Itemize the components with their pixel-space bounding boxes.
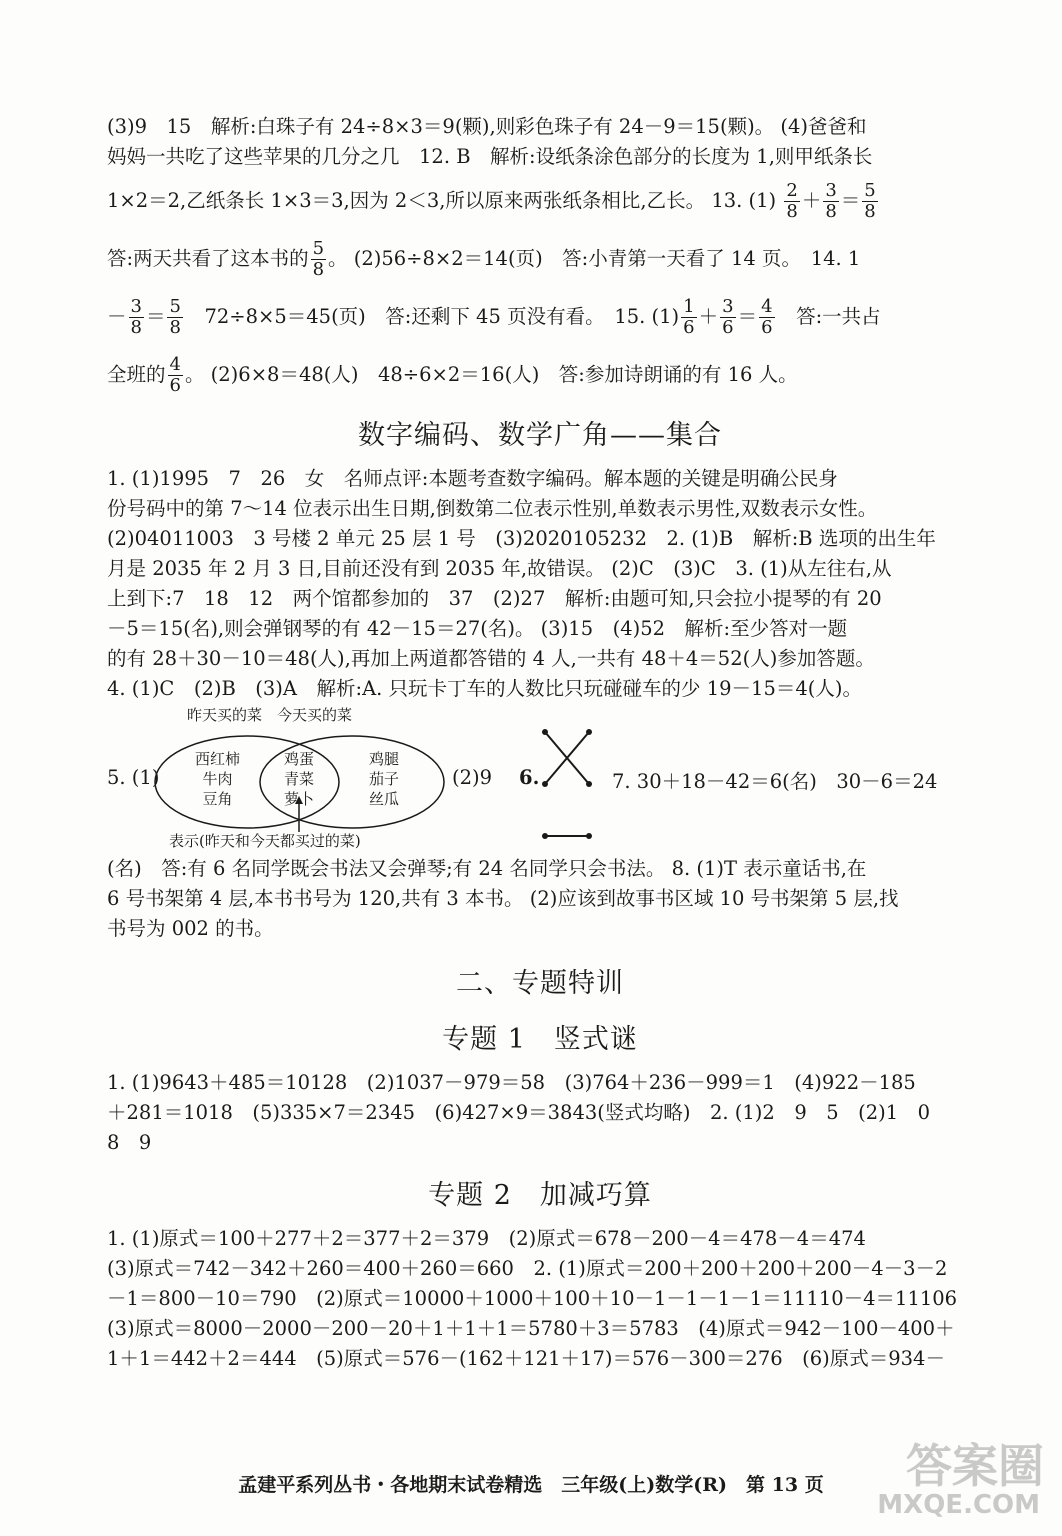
text-line: (名) 答:有 6 名同学既会书法又会弹琴;有 24 名同学只会书法。 8. (1)T 表示童话书,在 [107,857,867,880]
text-line: (3)9 15 解析:白珠子有 24÷8×3＝9(颗),则彩色珠子有 24－9＝15(颗)。 (4)爸爸和 [107,115,867,138]
fraction: $\frac{1}{6}$ [683,296,695,338]
text-line: 全班的 $\frac{4}{6}$ 。 (2)6×8＝48(人) 48÷6×2＝16(人) 答:参加诗朗诵的有 16 人。 [107,354,798,396]
text-line: (3)原式＝8000－2000－200－20＋1＋1＋1＝5780＋3＝5783 (4)原式＝942－100－400＋ [107,1317,955,1340]
fraction: $\frac{3}{8}$ [825,180,837,222]
venn-top-label: 昨天买的菜 今天买的菜 [187,706,353,724]
text-line: 1＋1＝442＋2＝444 (5)原式＝576－(162＋121＋17)＝576－300＝276 (6)原式＝934－ [107,1347,945,1370]
q5-part2: (2)9 [452,766,493,789]
text-line: ＋281＝1018 (5)335×7＝2345 (6)427×9＝3843(竖式均略) 2. (1)2 9 5 (2)1 0 [107,1101,931,1124]
matching-lines-figure [537,724,601,844]
text-line: 妈妈一共吃了这些苹果的几分之几 12. B 解析:设纸条涂色部分的长度为 1,则甲纸条长 [107,145,873,168]
text-line: －5＝15(名),则会弹钢琴的有 42－15＝27(名)。 (3)15 (4)52 解析:至少答对一题 [107,617,848,640]
text-line: 6 号书架第 4 层,本书书号为 120,共有 3 本书。 (2)应该到故事书区域 10 号书架第 5 层,找 [107,887,899,910]
q6-label: 6. [519,766,540,789]
fraction: $\frac{5}{8}$ [864,180,876,222]
text-line: 月是 2035 年 2 月 3 日,目前还没有到 2035 年,故错误。 (2)C (3)C 3. (1)从左往右,从 [107,557,892,580]
watermark-site: MXQE.COM [877,1490,1040,1520]
text-line: (2)04011003 3 号楼 2 单元 25 层 1 号 (3)2020105232 2. (1)B 解析:B 选项的出生年 [107,527,936,550]
text-line: 份号码中的第 7～14 位表示出生日期,倒数第二位表示性别,单数表示男性,双数表示女性。 [107,497,878,520]
fraction: $\frac{4}{6}$ [761,296,773,338]
section-title: 专题 2 加减巧算 [428,1180,652,1211]
text-line: 8 9 [107,1131,152,1154]
section-title: 数字编码、数学广角——集合 [358,420,722,451]
text-line: 4. (1)C (2)B (3)A 解析:A. 只玩卡丁车的人数比只玩碰碰车的少 19－15＝4(人)。 [107,677,862,700]
page-footer: 孟建平系列丛书・各地期末试卷精选 三年级(上)数学(R) 第 13 页 [238,1474,824,1496]
venn-row [107,704,973,854]
text-line: 1. (1)原式＝100＋277＋2＝377＋2＝379 (2)原式＝678－200－4＝478－4＝474 [107,1227,866,1250]
fraction: $\frac{3}{6}$ [722,296,734,338]
text-segment: 。 (2)56÷8×2＝14(页) 答:小青第一天看了 14 页。 14. 1 [328,247,861,270]
q7-line: 7. 30＋18－42＝6(名) 30－6＝24 [612,770,938,793]
answer-page [107,112,973,1374]
fraction: $\frac{5}{8}$ [312,238,325,280]
text-line: － $\frac{3}{8}$ ＝ $\frac{5}{8}$ 72÷8×5＝45(页) 答:还剩下 45 页没有看。 15. (1) $\frac{1}{6}$ ＋ $\frac{3}{6}$ ＝ $\frac{4}{6}$ 答:一共占 [107,296,881,338]
text-segment: 答:一共占 [796,305,881,328]
text-segment: 72÷8×5＝45(页) 答:还剩下 45 页没有看。 15. (1) [204,305,680,328]
fraction: $\frac{3}{8}$ [130,296,142,338]
section-title: 二、专题特训 [456,968,624,999]
fraction: $\frac{4}{6}$ [169,354,181,396]
text-line: 书号为 002 的书。 [107,917,274,940]
text-line: (3)原式＝742－342＋260＝400＋260＝660 2. (1)原式＝200＋200＋200＋200－4－3－2 [107,1257,948,1280]
text-segment: 。 (2)6×8＝48(人) 48÷6×2＝16(人) 答:参加诗朗诵的有 16 人。 [184,363,798,386]
watermark-logo: 答案圈 [906,1439,1044,1493]
fraction: $\frac{2}{8}$ [786,180,798,222]
fraction: $\frac{5}{8}$ [169,296,181,338]
text-line: 的有 28＋30－10＝48(人),再加上两道都答错的 4 人,一共有 48＋4＝52(人)参加答题。 [107,647,875,670]
venn-mid-items: 鸡蛋 青菜 萝卜 [284,750,315,808]
text-line: 1. (1)1995 7 26 女 名师点评:本题考查数字编码。解本题的关键是明确公民身 [107,467,838,490]
q5-label: 5. (1) [107,766,160,789]
text-segment: 答:两天共看了这本书的 [107,247,309,270]
venn-right-items: 鸡腿 茄子 丝瓜 [369,750,400,808]
text-line: 上到下:7 18 12 两个馆都参加的 37 (2)27 解析:由题可知,只会拉小提琴的有 20 [107,587,882,610]
text-line: －1＝800－10＝790 (2)原式＝10000＋1000＋100＋10－1－1－1－1＝11110－4＝11106 [107,1287,958,1310]
text-segment: 1×2＝2,乙纸条长 1×3＝3,因为 2＜3,所以原来两张纸条相比,乙长。 13. (1) [107,189,777,212]
venn-bottom-label: 表示(昨天和今天都买过的菜) [169,832,361,850]
text-line: 1×2＝2,乙纸条长 1×3＝3,因为 2＜3,所以原来两张纸条相比,乙长。 13. (1) $\frac{2}{8}$ ＋ $\frac{3}{8}$ ＝ $\frac{5}{8}$ [107,180,876,222]
text-line [107,230,973,288]
section-title: 专题 1 竖式谜 [442,1024,638,1055]
venn-left-items: 西红柿 牛肉 豆角 [195,750,241,808]
text-line: 1. (1)9643＋485＝10128 (2)1037－979＝58 (3)764＋236－999＝1 (4)922－185 [107,1071,916,1094]
